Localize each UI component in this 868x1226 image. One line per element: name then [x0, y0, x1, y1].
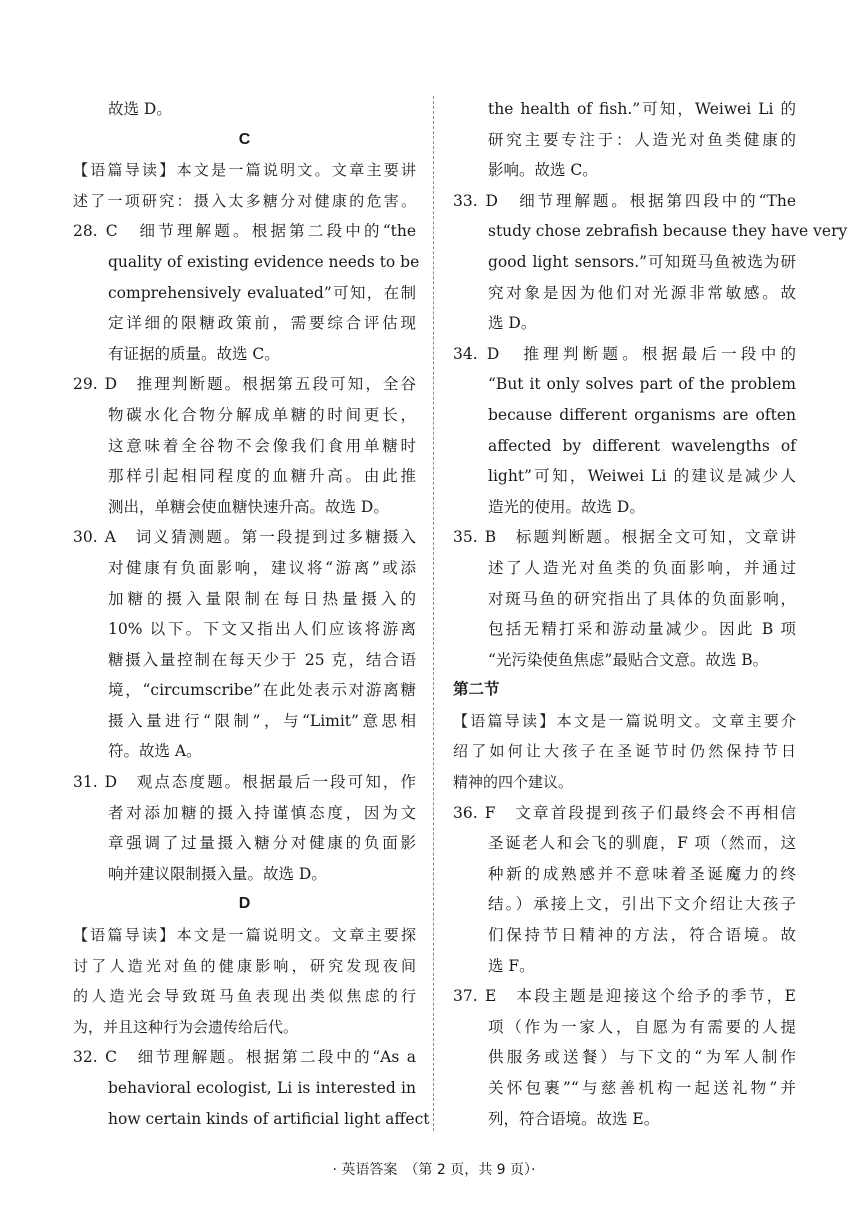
text-line: 那样引起相同程度的血糖升高。由此推 [108, 467, 416, 486]
text-line: 们保持节日精神的方法，符合语境。故 [488, 926, 796, 945]
text-line: 有证据的质量。故选 C。 [108, 344, 280, 363]
text-line: 34. D 推理判断题。根据最后一段中的 [453, 344, 796, 363]
text-line: 者对添加糖的摄入持谨慎态度，因为文 [108, 803, 416, 822]
text-line: 【语篇导读】本文是一篇说明文。文章主要探 [73, 926, 416, 945]
text-line: 结。）承接上文，引出下文介绍让大孩子 [488, 895, 796, 914]
text-line: good light sensors.”可知斑马鱼被选为研 [488, 252, 796, 271]
text-line: 造光的使用。故选 D。 [488, 497, 645, 516]
text-line: light”可知，Weiwei Li 的建议是减少人 [488, 467, 796, 486]
text-line: 研究主要专注于：人造光对鱼类健康的 [488, 130, 796, 149]
text-line: 究对象是因为他们对光源非常敏感。故 [488, 283, 796, 302]
text-line: 【语篇导读】本文是一篇说明文。文章主要讲 [73, 161, 416, 180]
text-line: 31. D 观点态度题。根据最后一段可知，作 [73, 773, 416, 792]
text-line: 圣诞老人和会飞的驯鹿，F 项（然而，这 [488, 834, 796, 853]
text-line: 30. A 词义猜测题。第一段提到过多糖摄入 [73, 528, 416, 547]
text-line: 符。故选 A。 [108, 742, 202, 761]
text-line: quality of existing evidence needs to be [108, 252, 420, 271]
text-line: 35. B 标题判断题。根据全文可知，文章讲 [453, 528, 796, 547]
text-line: 述了人造光对鱼类的负面影响，并通过 [488, 558, 796, 577]
text-line: 境，“circumscribe”在此处表示对游离糖 [108, 681, 416, 700]
text-line: 为，并且这种行为会遗传给后代。 [73, 1017, 299, 1036]
text-line: study chose zebrafish because they have very [488, 222, 848, 241]
text-line: 28. C 细节理解题。根据第二段中的“the [73, 222, 416, 241]
text-line: 绍了如何让大孩子在圣诞节时仍然保持节日 [453, 742, 796, 761]
text-line: 列，符合语境。故选 E。 [488, 1109, 660, 1128]
text-line: 种新的成熟感并不意味着圣诞魔力的终 [488, 864, 796, 883]
text-line: 36. F 文章首段提到孩子们最终会不再相信 [453, 803, 796, 822]
text-line: 32. C 细节理解题。根据第二段中的“As a [73, 1048, 416, 1067]
text-line: 37. E 本段主题是迎接这个给予的季节，E [453, 987, 796, 1006]
text-line: 摄入量进行“限制”，与“Limit”意思相 [108, 711, 416, 730]
text-line: 选 D。 [488, 314, 537, 333]
text-line: because different organisms are often [488, 405, 796, 424]
text-line: 物碳水化合物分解成单糖的时间更长， [108, 405, 416, 424]
text-line: how certain kinds of artificial light affect [108, 1109, 430, 1128]
text-line: 33. D 细节理解题。根据第四段中的“The [453, 191, 796, 210]
text-line: 糖摄入量控制在每天少于 25 克，结合语 [108, 650, 416, 669]
text-line: 述了一项研究：摄入太多糖分对健康的危害。 [73, 191, 416, 210]
page-footer: · 英语答案 （第 2 页，共 9 页）· [332, 1162, 536, 1178]
text-line: 29. D 推理判断题。根据第五段可知，全谷 [73, 375, 416, 394]
right-column [453, 94, 848, 1134]
text-line: 加糖的摄入量限制在每日热量摄入的 [108, 589, 416, 608]
left-column [73, 94, 430, 1134]
text-line: 【语篇导读】本文是一篇说明文。文章主要介 [453, 711, 796, 730]
text-line: 故选 D。 [108, 100, 172, 118]
text-line: 定详细的限糖政策前，需要综合评估现 [108, 314, 416, 333]
text-line: 选 F。 [488, 956, 535, 975]
text-line: 精神的四个建议。 [453, 773, 574, 792]
text-line: “光污染使鱼焦虑”最贴合文意。故选 B。 [488, 650, 769, 669]
text-line: “But it only solves part of the problem [488, 375, 796, 394]
text-line: D [238, 895, 251, 913]
text-line: 的人造光会导致斑马鱼表现出类似焦虑的行 [73, 987, 416, 1006]
text-line: 章强调了过量摄入糖分对健康的负面影 [108, 834, 416, 853]
text-line: 关怀包裹”“与慈善机构一起送礼物”并 [488, 1079, 796, 1097]
text-line: 10% 以下。下文又指出人们应该将游离 [108, 620, 416, 639]
text-line: 这意味着全谷物不会像我们食用单糖时 [108, 436, 416, 455]
text-line: 响并建议限制摄入量。故选 D。 [108, 864, 327, 883]
text-line: 第二节 [453, 681, 500, 699]
text-line: 包括无精打采和游动量减少。因此 B 项 [488, 620, 796, 639]
text-line: 讨了人造光对鱼的健康影响，研究发现夜间 [73, 956, 416, 975]
text-line: C [238, 130, 251, 148]
text-line: 供服务或送餐）与下文的“为军人制作 [488, 1048, 796, 1067]
text-line: affected by different wavelengths of [488, 436, 796, 455]
text-line: 项（作为一家人，自愿为有需要的人提 [488, 1017, 796, 1036]
text-line: comprehensively evaluated”可知，在制 [108, 283, 416, 302]
column-divider [433, 96, 434, 1131]
text-line: behavioral ecologist, Li is interested in [108, 1079, 416, 1097]
text-line: 对健康有负面影响，建议将“游离”或添 [108, 558, 416, 577]
text-line: 影响。故选 C。 [488, 161, 598, 180]
text-line: 测出，单糖会使血糖快速升高。故选 D。 [108, 497, 389, 516]
text-line: 对斑马鱼的研究指出了具体的负面影响， [488, 589, 796, 608]
text-line: the health of fish.”可知，Weiwei Li 的 [488, 100, 796, 118]
